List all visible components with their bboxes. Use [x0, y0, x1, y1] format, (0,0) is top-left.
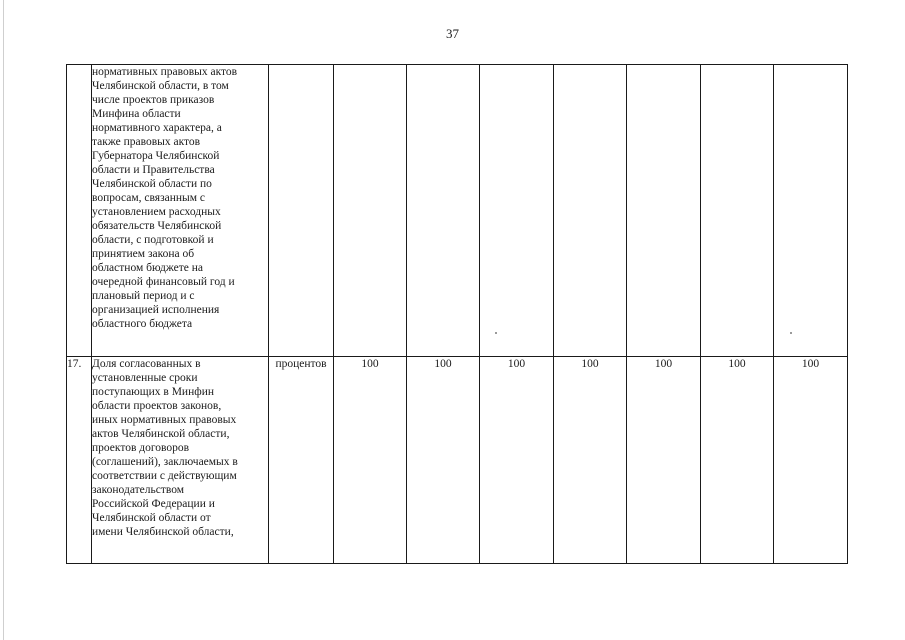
- description-line: (соглашений), заключаемых в: [92, 456, 238, 468]
- description-line: актов Челябинской области,: [92, 428, 230, 440]
- description-line: имени Челябинской области,: [92, 526, 234, 538]
- description-line: соответствии с действующим: [92, 470, 237, 482]
- description-line: Губернатора Челябинской: [92, 150, 220, 162]
- page-number: 37: [446, 26, 459, 41]
- description-line: законодательством: [92, 484, 185, 496]
- description-line: нормативных правовых актов: [92, 66, 238, 78]
- description-line: области, с подготовкой и: [92, 234, 214, 246]
- value-cell: 100: [774, 357, 848, 564]
- value-cell: [554, 65, 627, 357]
- value-cell: [627, 65, 701, 357]
- description-line: вопросам, связанным с: [92, 192, 206, 204]
- indicator-description: [92, 65, 269, 357]
- indicator-description: [92, 357, 269, 564]
- indicator-table: [66, 64, 848, 564]
- description-line: Челябинской области, в том: [92, 80, 229, 92]
- description-line: иных нормативных правовых: [92, 414, 237, 426]
- description-line: установлением расходных: [92, 206, 221, 218]
- value-cell: 100: [407, 357, 480, 564]
- scan-speck: [495, 332, 497, 334]
- description-line: Российской Федерации и: [92, 498, 215, 510]
- description-line: установленные сроки: [92, 372, 198, 384]
- row-number: 17.: [67, 357, 92, 564]
- description-line: области и Правительства: [92, 164, 215, 176]
- description-line: областном бюджете на: [92, 262, 203, 274]
- row-number: [67, 65, 92, 357]
- description-line: плановый период и с: [92, 290, 195, 302]
- value-cell: 100: [480, 357, 554, 564]
- value-cell: 100: [701, 357, 774, 564]
- description-line: числе проектов приказов: [92, 94, 215, 106]
- description-line: поступающих в Минфин: [92, 386, 215, 398]
- scan-speck: [790, 332, 792, 334]
- description-line: также правовых актов: [92, 136, 201, 148]
- table-row: [67, 357, 848, 564]
- description-line: принятием закона об: [92, 248, 195, 260]
- description-line: Доля согласованных в: [92, 358, 201, 370]
- value-cell: [774, 65, 848, 357]
- description-line: обязательств Челябинской: [92, 220, 222, 232]
- description-line: областного бюджета: [92, 318, 193, 330]
- description-line: очередной финансовый год и: [92, 276, 235, 288]
- unit-of-measure: процентов: [269, 357, 334, 564]
- value-cell: [334, 65, 407, 357]
- scan-edge-line: [3, 0, 4, 640]
- value-cell: 100: [334, 357, 407, 564]
- unit-of-measure: [269, 65, 334, 357]
- value-cell: [407, 65, 480, 357]
- description-line: области проектов законов,: [92, 400, 222, 412]
- description-line: проектов договоров: [92, 442, 190, 454]
- description-line: Минфина области: [92, 108, 181, 120]
- description-line: Челябинской области от: [92, 512, 211, 524]
- value-cell: 100: [627, 357, 701, 564]
- description-line: Челябинской области по: [92, 178, 212, 190]
- value-cell: [480, 65, 554, 357]
- description-line: организацией исполнения: [92, 304, 220, 316]
- table-row: [67, 65, 848, 357]
- description-line: нормативного характера, а: [92, 122, 222, 134]
- value-cell: 100: [554, 357, 627, 564]
- value-cell: [701, 65, 774, 357]
